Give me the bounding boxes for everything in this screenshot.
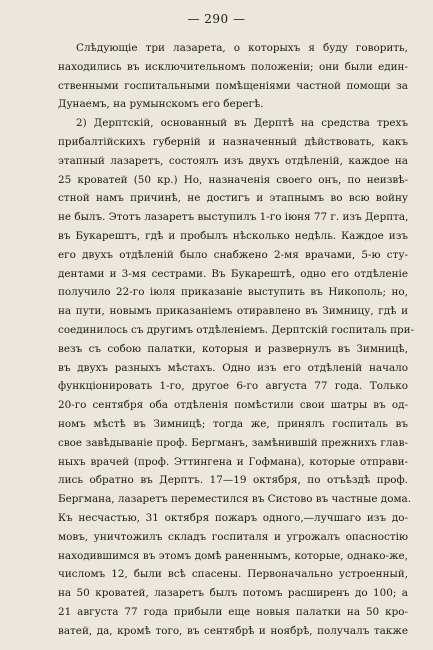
text-line: находившимся въ этомъ домѣ раненнымъ, которые, однако-же, [58, 549, 408, 562]
text-line: на пути, новымъ приказаніемъ отиравлено въ Зимницу, гдѣ и [58, 305, 408, 318]
text-line: ватей, да, кромѣ того, въ сентябрѣ и ноябрѣ, получалъ также [58, 624, 408, 637]
text-line: 21 августа 77 года прибыли еще новыя палатки на 50 кро- [58, 605, 408, 618]
text-line: лись обратно въ Дерптъ. 17—19 октября, по отъѣздѣ проф. [58, 474, 408, 487]
text-line: числомъ 12, были всѣ спасены. Первоначально устроенный, [58, 568, 408, 581]
text-line: его двухъ отдѣленій было снабжено 2-мя врачами, 5-ю сту- [58, 248, 408, 261]
text-line: на 50 кроватей, лазаретъ былъ потомъ расширенъ до 100; а [58, 587, 408, 600]
text-line: 20-го сентября оба отдѣленія помѣстили свои шатры въ од- [58, 399, 408, 412]
page-number: — 290 — [187, 12, 246, 26]
text-line: въ Букарештъ, гдѣ и пробылъ нѣсколько недѣль. Каждое изъ [58, 229, 408, 242]
text-line: этапный лазаретъ, состоялъ изъ двухъ отдѣленій, каждое на [58, 154, 408, 167]
text-line: получило 22-го іюля приказаніе выступить въ Никополь; но, [58, 286, 408, 299]
text-line: не былъ. Этотъ лазаретъ выступилъ 1-го іюня 77 г. изъ Дерпта, [58, 211, 409, 224]
text-line: 25 кроватей (50 кр.) Но, назначенія своего онъ, по неизвѣ- [58, 173, 408, 186]
paragraph-intro [58, 39, 408, 114]
text-line: везъ съ собою палатки, которыя и развернулъ въ Зимницѣ, [58, 342, 408, 355]
text-line: прибалтійскихъ губерній и назначенный дѣйствовать, какъ [58, 135, 408, 148]
text-line: стной намъ причинѣ, не достигъ и этапнымъ во всю войну [58, 192, 408, 205]
text-line: дентами и 3-мя сестрами. Въ Букарештѣ, одно его отдѣленіе [58, 267, 408, 280]
paragraph-dorpat-lazaret [58, 114, 415, 640]
text-line: мовъ, уничтожилъ складъ госпиталя и угрожалъ опасностію [58, 530, 408, 543]
text-line: находились въ исключительномъ положеніи; они были един- [58, 60, 408, 73]
text-line: Слѣдующіе три лазарета, о которыхъ я буду говорить, [76, 42, 408, 54]
text-line: Бергмана, лазаретъ переместился въ Систово въ частные дома. [58, 493, 412, 506]
text-line: номъ мѣстѣ въ Зимницѣ; тогда же, принялъ госпиталь въ [58, 417, 408, 430]
text-line: ственными госпитальными помѣщеніями частной помощи за [58, 79, 408, 92]
text-line: функціонировать 1-го, другое 6-го августа 77 года. Только [58, 380, 408, 393]
text-line: свое завѣдываніе проф. Бергманъ, замѣнившій прежнихъ глав- [58, 436, 408, 449]
text-line: соединилось съ другимъ отдѣленіемъ. Дерптскій госпиталь при- [58, 323, 415, 336]
text-line: въ двухъ разныхъ мѣстахъ. Одно изъ его отдѣленій начало [58, 361, 408, 374]
text-line: 2) Дерптскій, основанный въ Дерптѣ на средства трехъ [76, 117, 408, 130]
text-line: Къ несчастью, 31 октября пожаръ одного,—лучшаго изъ до- [58, 511, 408, 524]
text-line: Дунаемъ, на румынскомъ его берегѣ. [58, 98, 264, 111]
text-line: ныхъ врачей (проф. Эттингена и Гофмана), которые отправи- [58, 455, 408, 468]
body-text [58, 39, 415, 641]
